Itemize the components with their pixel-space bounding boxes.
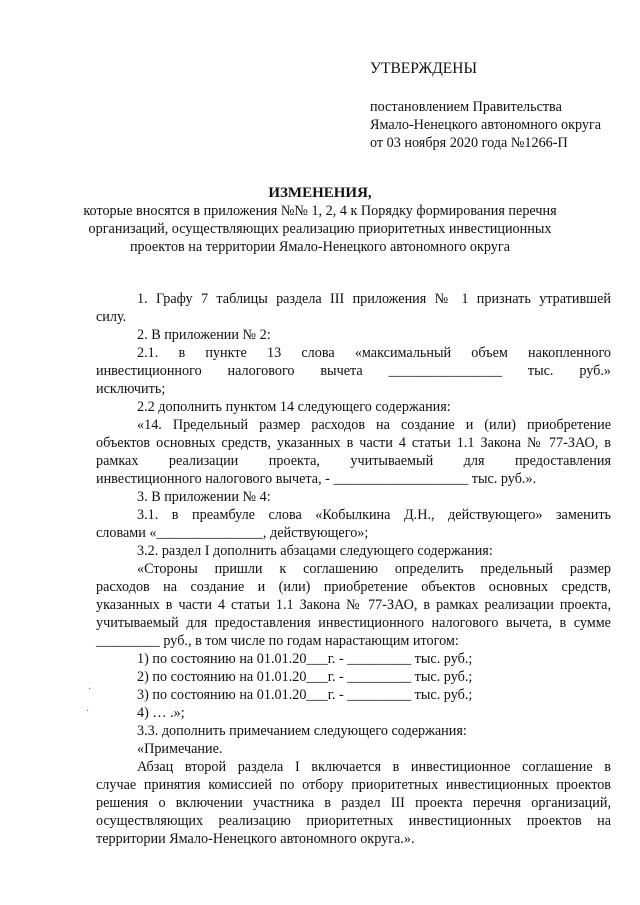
list-item-4: 4) … .»; bbox=[137, 705, 185, 721]
insert-line-1: «Стороны пришли к соглашению определить предельный размер bbox=[137, 561, 611, 577]
paragraph-2-1-line-1: 2.1. в пункте 13 слова «максимальный объем накопленного bbox=[137, 345, 611, 361]
approval-line-1: постановлением Правительства bbox=[370, 99, 562, 115]
paragraph-1-line-1: 1. Графу 7 таблицы раздела III приложения № 1 признать утратившей bbox=[137, 291, 611, 307]
paragraph-2: 2. В приложении № 2: bbox=[137, 327, 271, 343]
list-item-1: 1) по состоянию на 01.01.20___г. - _________ тыс. руб.; bbox=[137, 651, 473, 667]
note-line-5: территории Ямало-Ненецкого автономного округа.». bbox=[96, 831, 415, 847]
paragraph-3-3: 3.3. дополнить примечанием следующего содержания: bbox=[137, 723, 467, 739]
paragraph-2-1-line-2: инвестиционного налогового вычета ________________ тыс. руб.» bbox=[96, 363, 611, 379]
point-14-line-4: инвестиционного налогового вычета, - ___________________ тыс. руб.». bbox=[96, 471, 537, 487]
paragraph-3-1-line-2: словами «_______________, действующего»; bbox=[96, 525, 369, 541]
note-line-2: случае принятия комиссией по отбору приоритетных инвестиционных проектов bbox=[96, 777, 611, 793]
paragraph-3-2: 3.2. раздел I дополнить абзацами следующего содержания: bbox=[137, 543, 493, 559]
point-14-line-3: рамках реализации проекта, учитываемый для предоставления bbox=[96, 453, 611, 469]
paragraph-2-2: 2.2 дополнить пунктом 14 следующего содержания: bbox=[137, 399, 451, 415]
note-line-4: осуществляющих реализацию приоритетных инвестиционных проектов на bbox=[96, 813, 611, 829]
doc-subtitle-1: которые вносятся в приложения №№ 1, 2, 4 к Порядку формирования перечня bbox=[83, 203, 557, 219]
approval-line-2: Ямало-Ненецкого автономного округа bbox=[370, 117, 602, 133]
point-14-line-2: объектов основных средств, указанных в части 4 статьи 1.1 Закона № 77-ЗАО, в bbox=[96, 435, 611, 451]
doc-subtitle-2: организаций, осуществляющих реализацию приоритетных инвестиционных bbox=[88, 221, 552, 237]
scan-mark-dot: · bbox=[86, 706, 90, 717]
note-title: «Примечание. bbox=[137, 741, 223, 757]
scan-mark-dot: · bbox=[88, 684, 92, 695]
point-14-line-1: «14. Предельный размер расходов на создание и (или) приобретение bbox=[137, 417, 611, 433]
doc-subtitle-3: проектов на территории Ямало-Ненецкого автономного округа bbox=[129, 239, 511, 255]
approval-line-3: от 03 ноября 2020 года №1266-П bbox=[370, 135, 568, 151]
insert-line-5: _________ руб., в том числе по годам нарастающим итогом: bbox=[96, 633, 459, 649]
note-line-1: Абзац второй раздела I включается в инвестиционное соглашение в bbox=[137, 759, 611, 775]
paragraph-3: 3. В приложении № 4: bbox=[137, 489, 271, 505]
list-item-2: 2) по состоянию на 01.01.20___г. - _________ тыс. руб.; bbox=[137, 669, 473, 685]
paragraph-3-1-line-1: 3.1. в преамбуле слова «Кобылкина Д.Н., действующего» заменить bbox=[137, 507, 611, 523]
insert-line-2: расходов на создание и (или) приобретение объектов основных средств, bbox=[96, 579, 611, 595]
doc-title: ИЗМЕНЕНИЯ, bbox=[268, 185, 372, 201]
list-item-3: 3) по состоянию на 01.01.20___г. - _________ тыс. руб.; bbox=[137, 687, 473, 703]
approval-title: УТВЕРЖДЕНЫ bbox=[370, 60, 477, 77]
note-line-3: решения о включении участника в раздел III проекта перечня организаций, bbox=[96, 795, 611, 811]
insert-line-4: учитываемый для предоставления инвестиционного налогового вычета, в сумме bbox=[96, 615, 611, 631]
insert-line-3: указанных в части 4 статьи 1.1 Закона № 77-ЗАО, в рамках реализации проекта, bbox=[96, 597, 611, 613]
paragraph-1-line-2: силу. bbox=[96, 309, 127, 325]
paragraph-2-1-line-3: исключить; bbox=[96, 381, 166, 397]
